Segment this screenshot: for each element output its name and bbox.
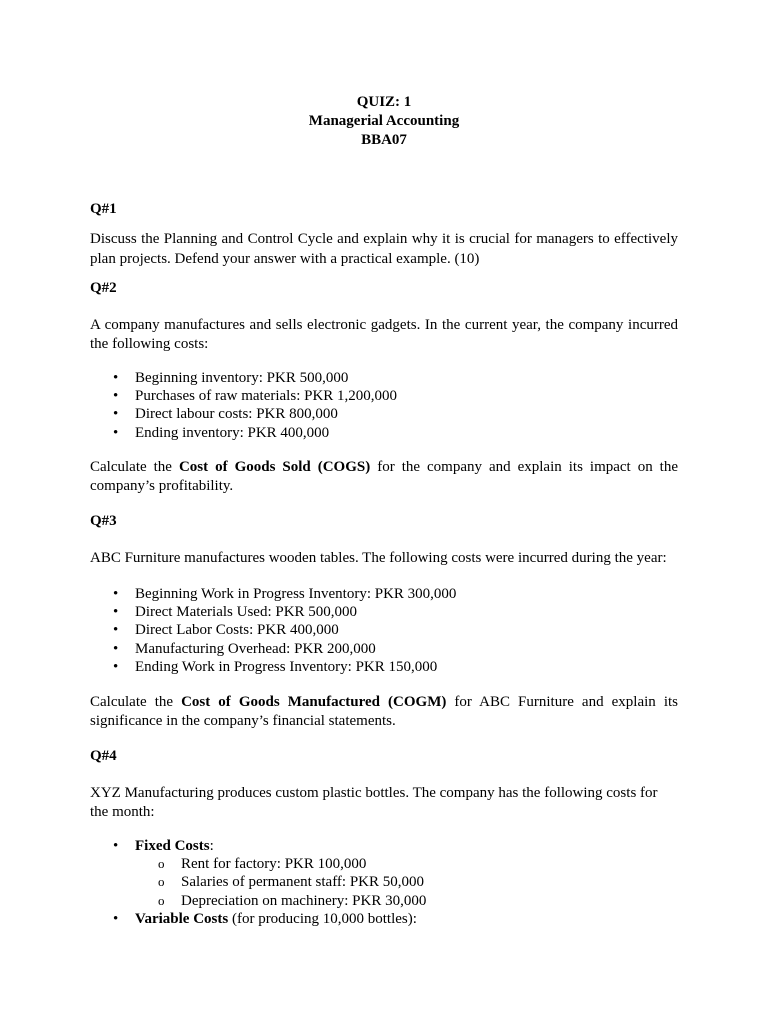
list-item: o Depreciation on machinery: PKR 30,000 (90, 892, 678, 910)
q3-intro: ABC Furniture manufactures wooden tables. The following costs were incurred during the year: (90, 550, 667, 566)
variable-costs-label: Variable Costs (135, 910, 229, 927)
q4-heading: Q#4 (90, 748, 117, 764)
fixed-costs-suffix: : (209, 838, 214, 854)
list-item: • Beginning inventory: PKR 500,000 (90, 369, 678, 387)
q2-intro: A company manufactures and sells electronic gadgets. In the current year, the company incurred the following costs: (90, 317, 678, 352)
list-item: • Ending Work in Progress Inventory: PKR 150,000 (90, 658, 678, 676)
list-item: • Ending inventory: PKR 400,000 (90, 424, 678, 442)
q4-intro: XYZ Manufacturing produces custom plastic bottles. The company has the following costs for the month: (90, 785, 658, 820)
list-item: • Manufacturing Overhead: PKR 200,000 (90, 640, 678, 658)
q3-task-text: Calculate the (90, 694, 182, 710)
fixed-costs-sublist (90, 855, 678, 910)
q2-cost-list (90, 369, 678, 442)
q3-heading: Q#3 (90, 513, 117, 529)
q2-task (90, 458, 678, 495)
q2-task-rest: for the company and explain its impact on the company’s profitability. (90, 459, 679, 494)
q4-cost-list (90, 837, 678, 928)
course-title: Managerial Accounting (308, 113, 460, 129)
q1-text: Discuss the Planning and Control Cycle and explain why it is crucial for managers to effectively plan projects. Defend your answer with a practical example. (10) (90, 231, 678, 267)
q2-task-term: Cost of Goods Sold (COGS) (178, 459, 371, 475)
list-item: o Rent for factory: PKR 100,000 (90, 855, 678, 873)
q3-task-term: Cost of Goods Manufactured (COGM) (181, 694, 447, 710)
list-item: • Direct labour costs: PKR 800,000 (90, 405, 678, 423)
variable-costs-item (90, 910, 678, 928)
course-code: BBA07 (361, 132, 407, 148)
variable-costs-suffix: (for producing 10,000 bottles): (228, 910, 417, 927)
q2-heading: Q#2 (90, 280, 117, 296)
fixed-costs-label: Fixed Costs (135, 838, 210, 854)
list-item: • Direct Labor Costs: PKR 400,000 (90, 621, 678, 639)
list-item: o Salaries of permanent staff: PKR 50,000 (90, 873, 678, 891)
q3-task-rest: for ABC Furniture and explain its significance in the company’s financial statements. (90, 694, 679, 729)
q1-heading: Q#1 (90, 201, 117, 217)
quiz-title: QUIZ: 1 (356, 94, 412, 110)
q2-task-text: Calculate the (90, 459, 179, 475)
list-item: • Direct Materials Used: PKR 500,000 (90, 603, 678, 621)
fixed-costs-item (90, 837, 678, 855)
q3-task (90, 693, 678, 730)
list-item: • Beginning Work in Progress Inventory: PKR 300,000 (90, 585, 678, 603)
list-item: • Purchases of raw materials: PKR 1,200,000 (90, 387, 678, 405)
q3-cost-list (90, 585, 678, 676)
